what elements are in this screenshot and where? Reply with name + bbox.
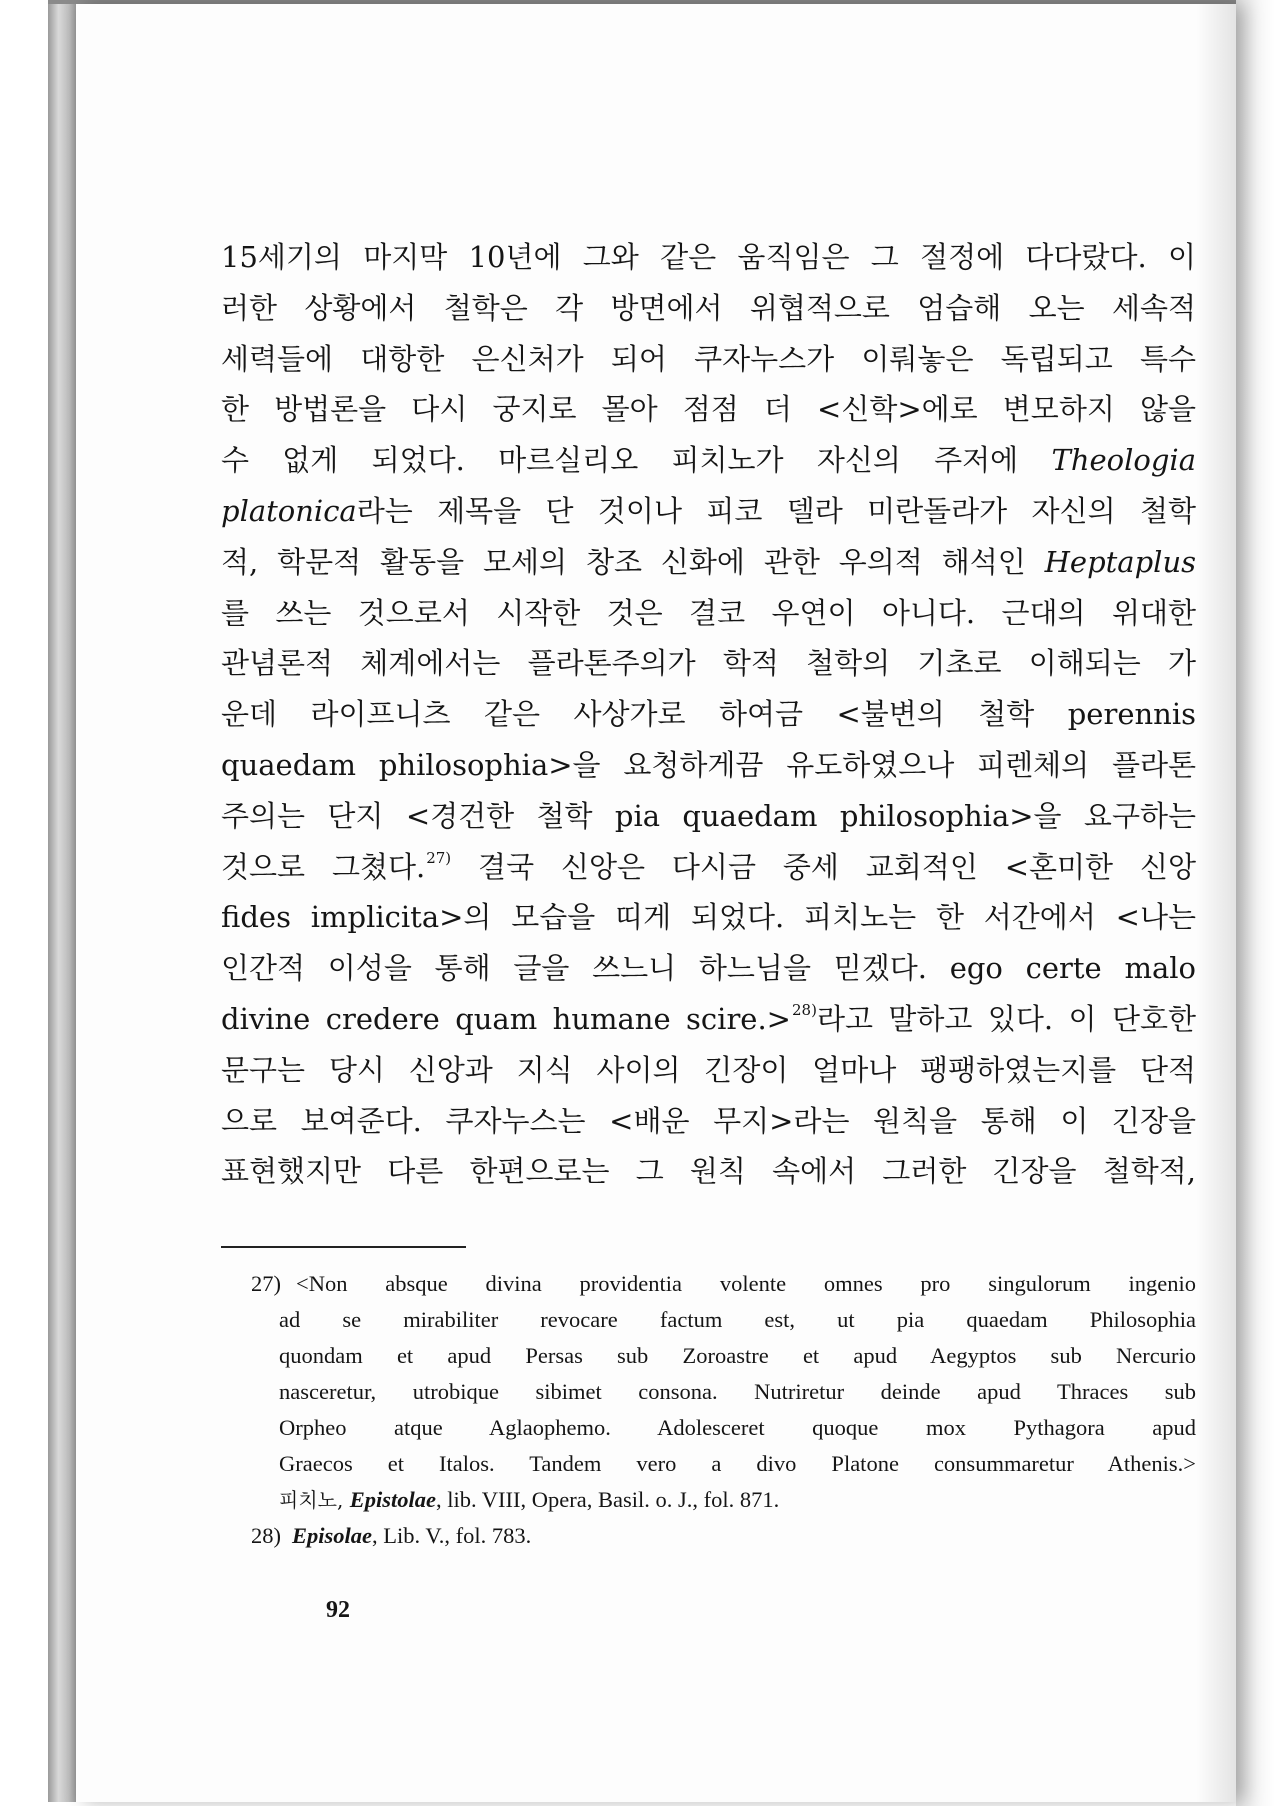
italic-title: Heptaplus	[1044, 544, 1196, 579]
book-page	[76, 4, 1236, 1802]
text-line	[221, 1045, 1196, 1096]
page-number: 92	[326, 1597, 350, 1623]
text-span: divine credere quam humane scire.>	[221, 1001, 791, 1036]
text-line	[221, 740, 1196, 791]
text-span: 세력들에 대항한 은신처가 되어 쿠자누스가 이뤄놓은 독립되고 특수	[221, 341, 1196, 376]
italic-title: Epistolae	[349, 1487, 436, 1512]
text-line	[221, 384, 1196, 435]
text-span: 15세기의 마지막 10년에 그와 같은 움직임은 그 절정에 다다랐다. 이	[221, 240, 1196, 274]
footnote-line	[221, 1266, 1196, 1302]
text-span: 러한 상황에서 철학은 각 방면에서 위협적으로 엄습해 오는 세속적	[221, 290, 1196, 325]
footnote-marker[interactable]: 28)	[792, 1000, 817, 1019]
text-span: 으로 보여준다. 쿠자누스는 <배운 무지>라는 원칙을 통해 이 긴장을	[221, 1103, 1196, 1138]
footnote-27	[221, 1266, 1196, 1518]
text-span: quaedam philosophia>을 요청하게끔 유도하였으나 피렌체의 플라톤	[221, 747, 1196, 782]
text-line	[221, 537, 1196, 588]
text-span: Orpheo atque Aglaophemo. Adolesceret quoque mox Pythagora apud	[279, 1415, 1196, 1440]
footnote-number: 27)	[251, 1271, 281, 1296]
text-line	[221, 435, 1196, 486]
text-span: Graecos et Italos. Tandem vero a divo Platone consummaretur Athenis.>	[279, 1451, 1196, 1476]
text-span: fides implicita>의 모습을 띠게 되었다. 피치노는 한 서간에서 <나는	[221, 900, 1196, 935]
italic-title: Theologia	[1051, 443, 1196, 478]
text-span: 를 쓰는 것으로서 시작한 것은 결코 우연이 아니다. 근대의 위대한	[221, 595, 1196, 630]
text-line	[221, 334, 1196, 385]
text-line	[221, 638, 1196, 689]
text-span: 피치노,	[279, 1488, 350, 1512]
text-span: , lib. VIII, Opera, Basil. o. J., fol. 871.	[435, 1487, 780, 1512]
page-gutter-shadow	[1196, 4, 1236, 1802]
text-span: 라고 말하고 있다. 이 단호한	[816, 1001, 1197, 1036]
text-line	[221, 588, 1196, 639]
footnote-line	[221, 1338, 1196, 1374]
text-span: ad se mirabiliter revocare factum est, ut pia quaedam Philosophia	[279, 1307, 1196, 1332]
text-span: , Lib. V., fol. 783.	[372, 1523, 532, 1548]
text-span: 결국 신앙은 다시금 중세 교회적인 <혼미한 신앙	[451, 849, 1196, 884]
footnote-line	[221, 1518, 1196, 1554]
text-span: nasceretur, utrobique sibimet consona. Nutriretur deinde apud Thraces sub	[279, 1379, 1196, 1404]
text-line	[221, 232, 1196, 283]
text-line	[221, 892, 1196, 943]
text-span: 것으로 그쳤다.	[221, 849, 426, 884]
book-spine	[48, 4, 78, 1802]
text-span: 주의는 단지 <경건한 철학 pia quaedam philosophia>을 요구하는	[221, 798, 1196, 833]
footnote-line	[221, 1482, 1196, 1518]
text-span: <Non absque divina providentia volente omnes pro singulorum ingenio	[296, 1271, 1196, 1296]
text-span: quondam et apud Persas sub Zoroastre et apud Aegyptos sub Nercurio	[279, 1343, 1196, 1368]
footnote-line	[221, 1374, 1196, 1410]
text-span: 적, 학문적 활동을 모세의 창조 신화에 관한 우의적 해석인	[221, 544, 1045, 579]
footnotes	[221, 1266, 1196, 1554]
text-span: 수 없게 되었다. 마르실리오 피치노가 자신의 주저에	[221, 443, 1052, 478]
text-span: 문구는 당시 신앙과 지식 사이의 긴장이 얼마나 팽팽하였는지를 단적	[221, 1052, 1196, 1087]
footnote-marker[interactable]: 27)	[426, 848, 452, 867]
footnote-line	[221, 1302, 1196, 1338]
text-span: 운데 라이프니츠 같은 사상가로 하여금 <불변의 철학 perennis	[221, 697, 1196, 732]
footnote-28	[221, 1518, 1196, 1554]
text-span: 한 방법론을 다시 궁지로 몰아 점점 더 <신학>에로 변모하지 않을	[221, 392, 1196, 427]
text-span: 라는 제목을 단 것이나 피코 델라 미란돌라가 자신의 철학	[356, 493, 1196, 528]
text-line	[221, 486, 1196, 537]
text-span: 표현했지만 다른 한편으로는 그 원칙 속에서 그러한 긴장을 철학적,	[221, 1154, 1196, 1189]
footnote-divider	[221, 1246, 466, 1248]
text-span: 인간적 이성을 통해 글을 쓰느니 하느님을 믿겠다. ego certe malo	[221, 951, 1196, 986]
body-paragraph	[221, 232, 1196, 1197]
text-line	[221, 689, 1196, 740]
footnote-number: 28)	[251, 1523, 281, 1548]
footnote-line	[221, 1446, 1196, 1482]
text-line	[221, 1096, 1196, 1147]
text-line	[221, 791, 1196, 842]
footnote-line	[221, 1410, 1196, 1446]
italic-title: platonica	[221, 493, 357, 528]
text-span: 관념론적 체계에서는 플라톤주의가 학적 철학의 기초로 이해되는 가	[221, 646, 1196, 681]
text-line	[221, 283, 1196, 334]
text-line	[221, 842, 1196, 893]
text-line	[221, 1146, 1196, 1197]
page-edge-shadow	[1236, 0, 1275, 1806]
text-line	[221, 943, 1196, 994]
italic-title: Episolae	[292, 1523, 373, 1548]
text-line	[221, 994, 1196, 1045]
